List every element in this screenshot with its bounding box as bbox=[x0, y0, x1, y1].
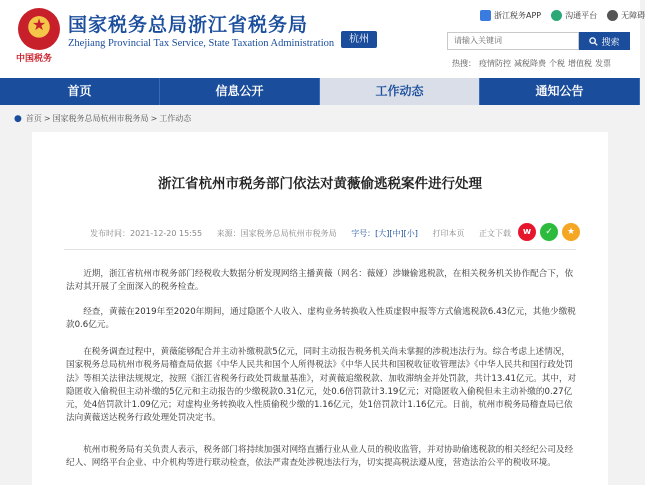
hot-term[interactable]: 发票 bbox=[595, 59, 611, 68]
hot-search bbox=[452, 58, 614, 69]
top-links bbox=[480, 10, 645, 21]
article-paragraph: 在税务调查过程中，黄薇能够配合并主动补缴税款5亿元，同时主动报告税务机关尚未掌握的涉税违法行为。综合考虑上述情况，国家税务总局杭州市税务局稽查局依据《中华人民共和国个人所得税法》《中华人民共和国税收征收管理法》《中华人民共和国行政处罚法》等相关法律法规规定，按照《浙江省税务行政处罚裁量基准》，对黄薇追缴税款、加收滞纳金并处罚款，共计13.41亿元。其中，对隐匿收入偷税但主动补缴的5亿元和主动报告的少缴税款0.31亿元，处0.6倍罚款计3.19亿元；对隐匿收入偷税但未主动补缴的0.27亿元，处4倍罚款计1.09亿元；对虚构业务转换收入性质偷税少缴的1.16亿元，处1倍罚款计1.16亿元。日前，杭州市税务局稽查局已依法向黄薇送达税务行政处理处罚决定书。 bbox=[66, 347, 577, 424]
hot-term[interactable]: 增值税 bbox=[568, 59, 592, 68]
emblem-text: 中国税务 bbox=[16, 54, 53, 64]
breadcrumb-home[interactable]: 首页 bbox=[25, 114, 42, 123]
share-buttons bbox=[518, 223, 580, 241]
article-source: 来源：国家税务总局杭州市税务局 bbox=[216, 229, 337, 238]
platform-link-label: 沟通平台 bbox=[565, 11, 598, 20]
wechat-share-icon[interactable]: ✓ bbox=[540, 223, 558, 241]
star-icon: ★ bbox=[31, 15, 47, 34]
breadcrumb bbox=[14, 113, 191, 124]
article-paragraph: 杭州市税务局有关负责人表示，税务部门将持续加强对网络直播行业从业人员的税收监管，并对协助偷逃税款的相关经纪公司及经纪人、网络平台企业、中介机构等进行联动检查，依法严肃查处涉税违法行为，切实提高税法遵从度，营造法治公平的税收环境。 bbox=[66, 445, 574, 469]
main-nav bbox=[0, 78, 640, 105]
tax-emblem-logo[interactable] bbox=[18, 8, 60, 50]
breadcrumb-bureau[interactable]: 国家税务总局杭州市税务局 bbox=[52, 114, 149, 123]
article-meta bbox=[90, 228, 523, 239]
nav-item-home[interactable]: 首页 bbox=[0, 78, 160, 105]
hot-term[interactable]: 个税 bbox=[549, 59, 565, 68]
publish-time: 发布时间：2021-12-20 15:55 bbox=[90, 229, 203, 238]
platform-link[interactable] bbox=[551, 10, 597, 21]
article-paragraph: 经查，黄薇在2019年至2020年期间，通过隐匿个人收入、虚构业务转换收入性质虚假申报等方式偷逃税款6.43亿元，其他少缴税款0.6亿元。 bbox=[66, 307, 576, 331]
accessibility-icon bbox=[607, 10, 618, 21]
app-link-label: 浙江税务APP bbox=[494, 11, 542, 20]
body-download-link[interactable]: 正文下载 bbox=[479, 229, 512, 238]
phone-icon bbox=[480, 10, 491, 21]
nav-item-info-public[interactable]: 信息公开 bbox=[160, 78, 320, 105]
font-size-control[interactable]: 字号：[大][中][小] bbox=[351, 229, 418, 238]
hot-term[interactable]: 疫情防控 bbox=[479, 59, 511, 68]
qzone-share-icon[interactable]: ★ bbox=[562, 223, 580, 241]
breadcrumb-separator: > bbox=[150, 114, 158, 123]
print-link[interactable]: 打印本页 bbox=[432, 229, 465, 238]
location-pin-icon: ● bbox=[14, 113, 22, 124]
weibo-share-icon[interactable]: w bbox=[518, 223, 536, 241]
hot-term[interactable]: 减税降费 bbox=[514, 59, 546, 68]
breadcrumb-current[interactable]: 工作动态 bbox=[159, 114, 192, 123]
meta-divider bbox=[64, 249, 576, 250]
search-input[interactable]: 请输入关键词 bbox=[447, 32, 579, 50]
nav-item-notices[interactable]: 通知公告 bbox=[480, 78, 640, 105]
article-panel bbox=[32, 132, 608, 485]
article-paragraph: 近期，浙江省杭州市税务部门经税收大数据分析发现网络主播黄薇（网名：薇娅）涉嫌偷逃税款，在相关税务机关协作配合下，依法对其开展了全面深入的税务检查。 bbox=[66, 269, 574, 293]
site-subtitle: Zhejiang Provincial Tax Service, State Taxation Administration bbox=[68, 38, 335, 49]
article-title: 浙江省杭州市税务部门依法对黄薇偷逃税案件进行处理 bbox=[158, 176, 482, 192]
search-button[interactable] bbox=[579, 32, 630, 50]
hot-label: 热搜： bbox=[452, 59, 476, 68]
accessibility-link-label: 无障碍 bbox=[621, 11, 645, 20]
search-icon bbox=[589, 37, 598, 46]
nav-item-work-news[interactable]: 工作动态 bbox=[320, 78, 480, 105]
search-button-label: 搜索 bbox=[601, 37, 620, 48]
site-title[interactable]: 国家税务总局浙江省税务局 bbox=[68, 14, 309, 36]
site-header bbox=[0, 0, 645, 78]
city-badge: 杭州 bbox=[341, 31, 377, 48]
accessibility-link[interactable] bbox=[607, 10, 645, 21]
app-link[interactable] bbox=[480, 10, 541, 21]
chat-icon bbox=[551, 10, 562, 21]
breadcrumb-separator: > bbox=[43, 114, 51, 123]
